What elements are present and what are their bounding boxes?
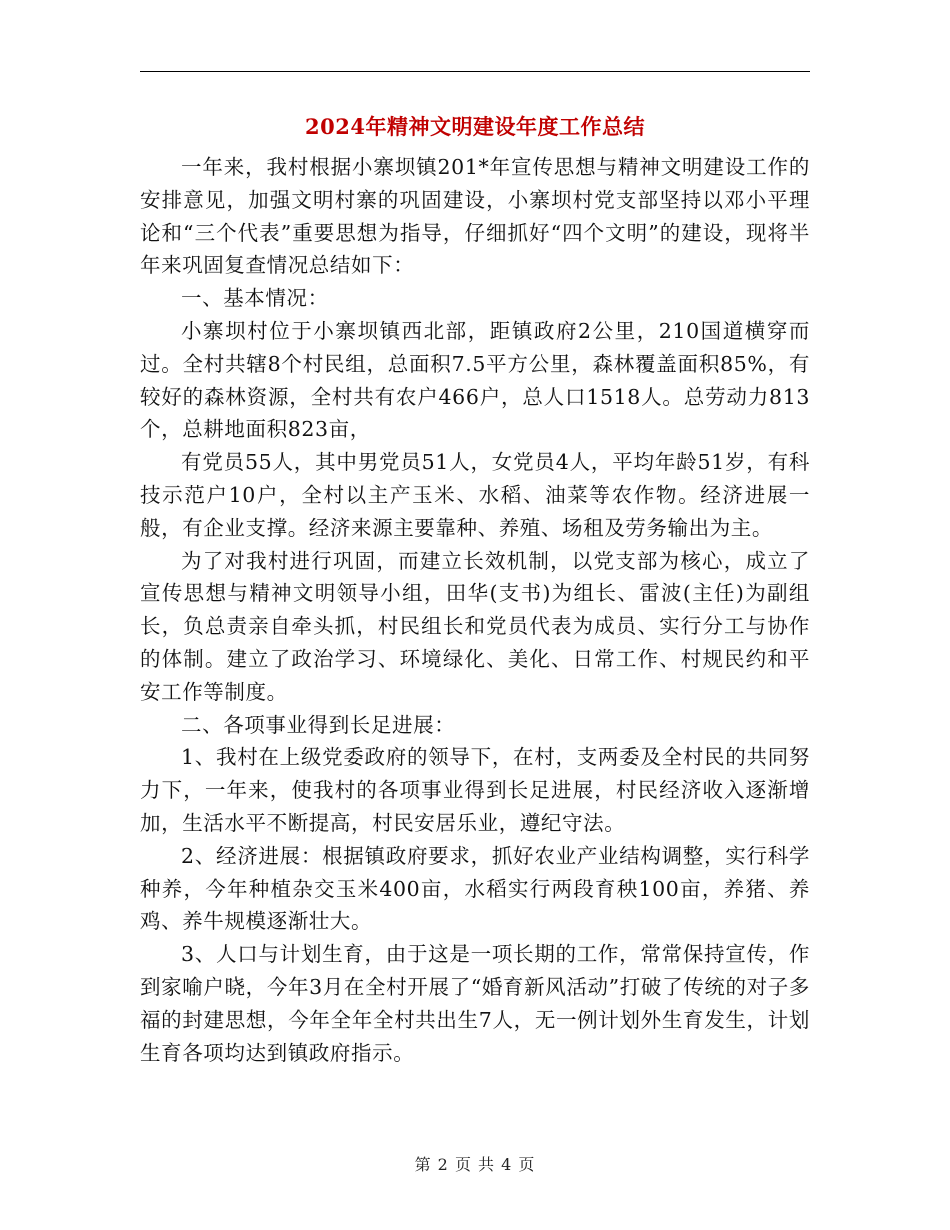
section-heading-basic-situation: 一、基本情况： [181,286,329,311]
paragraph-intro: 一年来，我村根据小寨坝镇201*年宣传思想与精神文明建设工作的安排意见，加强文明村寨的巩固建设，小寨坝村党支部坚持以邓小平理论和“三个代表”重要思想为指导，仔细抓好“四个文明”的建设，现将半年来巩固复查情况总结如下： [140,155,810,278]
header-rule [140,71,810,72]
paragraph-village-overview: 小寨坝村位于小寨坝镇西北部，距镇政府2公里，210国道横穿而过。全村共辖8个村民组，总面积7.5平方公里，森林覆盖面积85%，有较好的森林资源，全村共有农户466户，总人口1518人。总劳动力813个，总耕地面积823亩， [140,318,810,442]
document-body [140,151,810,1069]
paragraph-item-1: 1、我村在上级党委政府的领导下，在村，支两委及全村民的共同努力下，一年来，使我村的各项事业得到长足进展，村民经济收入逐渐增加，生活水平不断提高，村民安居乐业，遵纪守法。 [140,745,810,835]
paragraph-item-3-family-planning: 3、人口与计划生育，由于这是一项长期的工作，常常保持宣传，作到家喻户晓，今年3月在全村开展了“婚育新风活动”打破了传统的对子多福的封建思想，今年全年全村共出生7人，无一例计划外生育发生，计划生育各项均达到镇政府指示。 [140,942,810,1065]
paragraph-item-2-economy: 2、经济进展：根据镇政府要求，抓好农业产业结构调整，实行科学种养，今年种植杂交玉米400亩，水稻实行两段育秧100亩，养猪、养鸡、养牛规模逐渐壮大。 [140,843,810,934]
document-title: 2024年精神文明建设年度工作总结 [305,114,645,139]
page-number-footer: 第 2 页 共 4 页 [414,1155,536,1174]
section-heading-progress: 二、各项事业得到长足进展： [181,712,456,737]
paragraph-party-members: 有党员55人，其中男党员51人，女党员4人，平均年龄51岁，有科技示范户10户，全村以主产玉米、水稻、油菜等农作物。经济进展一般，有企业支撑。经济来源主要靠种、养殖、场租及劳务输出为主。 [140,450,810,540]
paragraph-leadership-group: 为了对我村进行巩固，而建立长效机制，以党支部为核心，成立了宣传思想与精神文明领导小组，田华(支书)为组长、雷波(主任)为副组长，负总责亲自牵头抓，村民组长和党员代表为成员、实行分工与协作的体制。建立了政治学习、环境绿化、美化、日常工作、村规民约和平安工作等制度。 [140,548,810,704]
